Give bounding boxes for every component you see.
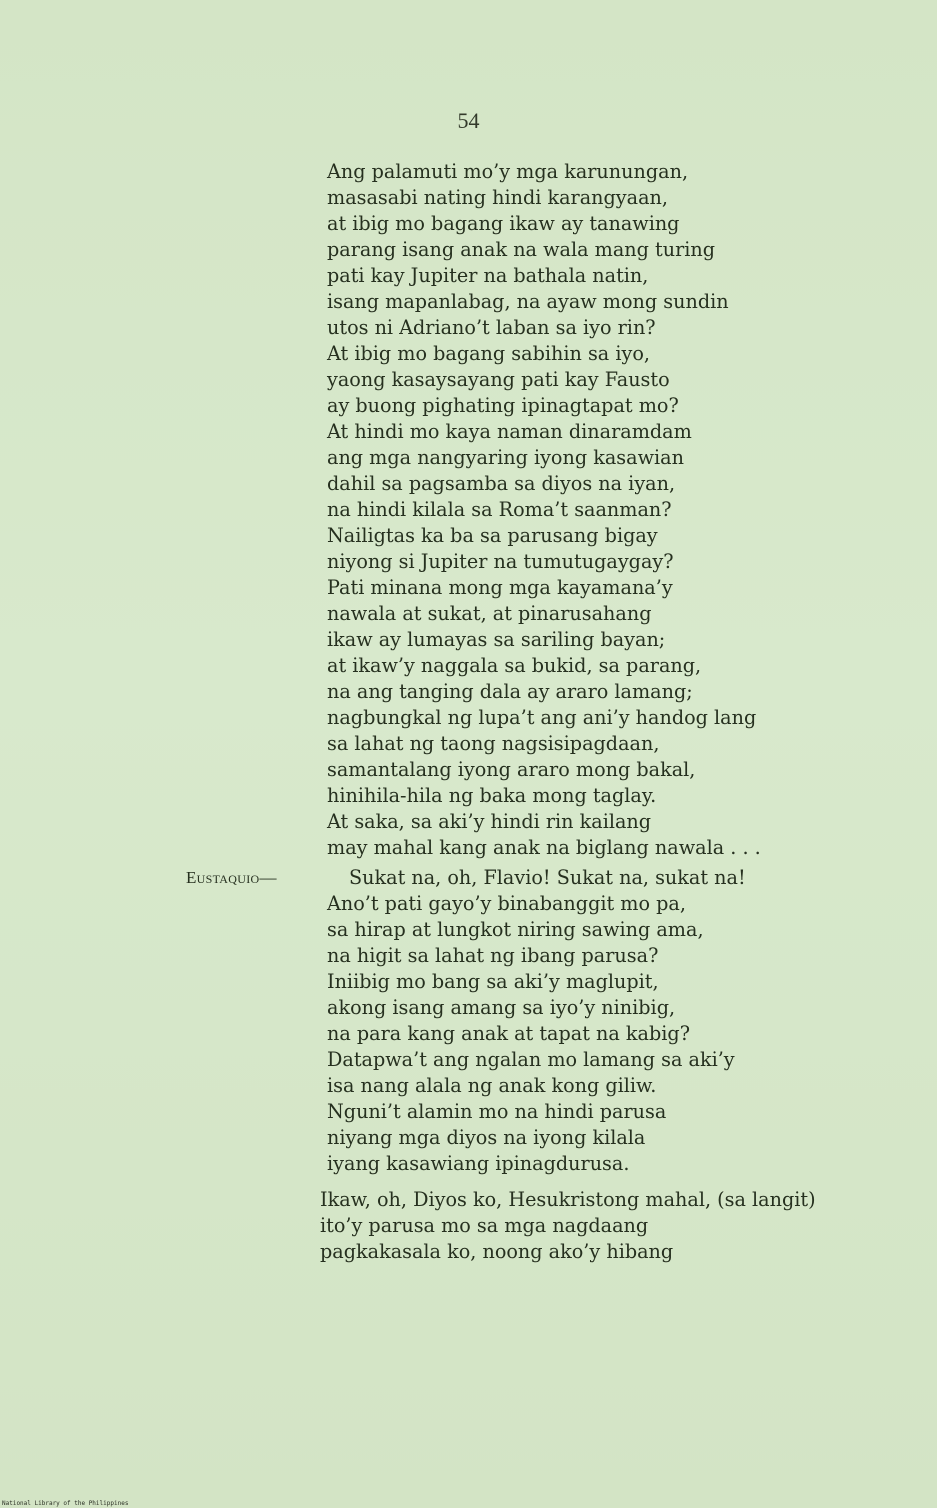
verse-line: ay buong pighating ipinagtapat mo? — [327, 394, 679, 417]
verse-line: Sukat na, oh, Flavio! Sukat na, sukat na! — [349, 866, 746, 889]
verse-block-prayer — [320, 1187, 816, 1265]
verse-line: niyong si Jupiter na tumutugaygay? — [327, 550, 674, 573]
verse-line: Iniibig mo bang sa aki’y maglupit, — [327, 970, 659, 993]
verse-block-flavio — [327, 159, 761, 861]
verse-line: pagkakasala ko, noong ako’y hibang — [320, 1240, 674, 1263]
verse-line: Datapwa’t ang ngalan mo lamang sa aki’y — [327, 1048, 735, 1071]
verse-line: nagbungkal ng lupa’t ang ani’y handog lang — [327, 706, 757, 729]
verse-line: na ang tanging dala ay araro lamang; — [327, 680, 693, 703]
verse-line: parang isang anak na wala mang turing — [327, 238, 716, 261]
speaker-label: Eustaquio— — [186, 868, 277, 887]
verse-line: iyang kasawiang ipinagdurusa. — [327, 1152, 630, 1175]
verse-line: At ibig mo bagang sabihin sa iyo, — [327, 342, 650, 365]
verse-line: ang mga nangyaring iyong kasawian — [327, 446, 684, 469]
verse-line: utos ni Adriano’t laban sa iyo rin? — [327, 316, 656, 339]
verse-line: ikaw ay lumayas sa sariling bayan; — [327, 628, 666, 651]
verse-line: Nailigtas ka ba sa parusang bigay — [327, 524, 658, 547]
verse-line: sa hirap at lungkot niring sawing ama, — [327, 918, 704, 941]
verse-line: pati kay Jupiter na bathala natin, — [327, 264, 649, 287]
verse-line: ito’y parusa mo sa mga nagdaang — [320, 1214, 649, 1237]
verse-line: dahil sa pagsamba sa diyos na iyan, — [327, 472, 676, 495]
verse-line: isang mapanlabag, na ayaw mong sundin — [327, 290, 729, 313]
verse-line: At saka, sa aki’y hindi rin kailang — [327, 810, 652, 833]
verse-line: Ano’t pati gayo’y binabanggit mo pa, — [327, 892, 686, 915]
verse-line: Pati minana mong mga kayamana’y — [327, 576, 673, 599]
verse-line: masasabi nating hindi karangyaan, — [327, 186, 668, 209]
verse-line: samantalang iyong araro mong bakal, — [327, 758, 696, 781]
verse-line: Ikaw, oh, Diyos ko, Hesukristong mahal, (sa langit) — [320, 1188, 816, 1211]
verse-line: At hindi mo kaya naman dinaramdam — [327, 420, 692, 443]
verse-line: nawala at sukat, at pinarusahang — [327, 602, 652, 625]
verse-line: na hindi kilala sa Roma’t saanman? — [327, 498, 672, 521]
page-number: 54 — [457, 108, 480, 133]
verse-line: niyang mga diyos na iyong kilala — [327, 1126, 646, 1149]
verse-line: at ikaw’y naggala sa bukid, sa parang, — [327, 654, 702, 677]
library-footer: National Library of the Philippines — [2, 1500, 129, 1507]
verse-line: may mahal kang anak na biglang nawala . . . — [327, 836, 761, 859]
verse-line: akong isang amang sa iyo’y ninibig, — [327, 996, 676, 1019]
verse-line: yaong kasaysayang pati kay Fausto — [327, 368, 670, 391]
verse-line: na higit sa lahat ng ibang parusa? — [327, 944, 659, 967]
verse-line: at ibig mo bagang ikaw ay tanawing — [327, 212, 680, 235]
verse-line: hinihila-hila ng baka mong taglay. — [327, 784, 657, 807]
verse-block-eustaquio — [327, 865, 746, 1177]
verse-line: sa lahat ng taong nagsisipagdaan, — [327, 732, 660, 755]
verse-line: Nguni’t alamin mo na hindi parusa — [327, 1100, 667, 1123]
verse-line: Ang palamuti mo’y mga karunungan, — [327, 160, 689, 183]
verse-line: na para kang anak at tapat na kabig? — [327, 1022, 690, 1045]
verse-line: isa nang alala ng anak kong giliw. — [327, 1074, 657, 1097]
